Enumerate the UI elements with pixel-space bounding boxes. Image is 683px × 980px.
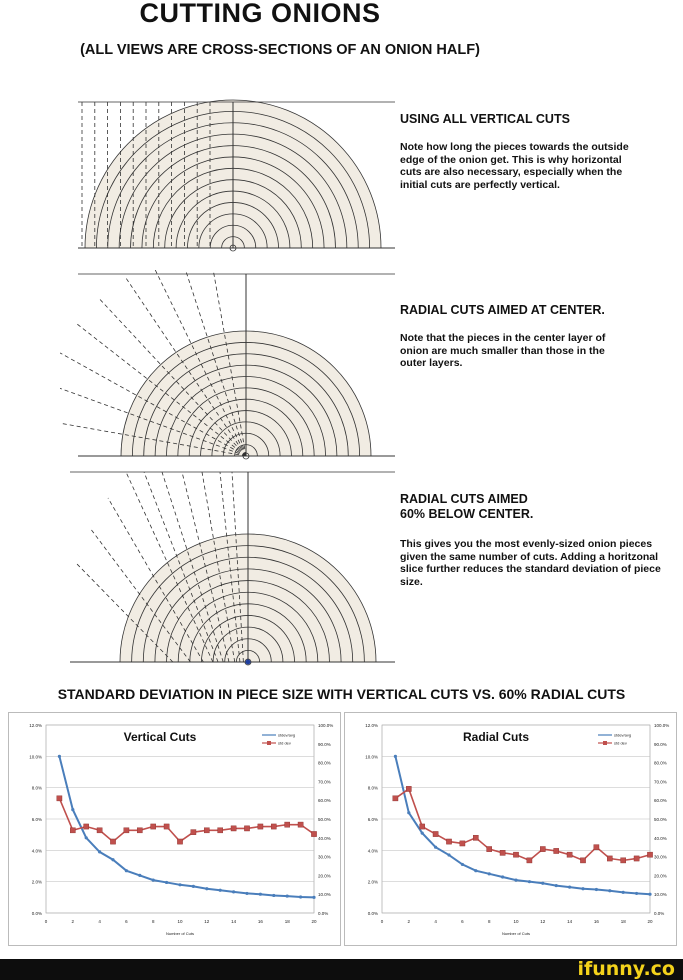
- x-tick-label: 6: [125, 919, 128, 924]
- data-point: [634, 856, 639, 861]
- y-right-tick-label: 50.0%: [318, 817, 331, 822]
- data-point: [85, 836, 88, 839]
- data-point: [446, 839, 451, 844]
- x-tick-label: 16: [593, 919, 599, 924]
- y-left-tick-label: 8.0%: [31, 785, 42, 791]
- data-point: [298, 822, 303, 827]
- data-point: [607, 856, 612, 861]
- data-point: [97, 828, 102, 833]
- x-tick-label: 10: [177, 919, 183, 924]
- y-right-tick-label: 20.0%: [654, 873, 667, 879]
- y-right-tick-label: 30.0%: [318, 854, 331, 860]
- data-point: [595, 888, 598, 891]
- y-left-tick-label: 12.0%: [365, 723, 378, 728]
- y-right-tick-label: 20.0%: [318, 873, 331, 879]
- x-tick-label: 8: [487, 919, 491, 924]
- data-point: [514, 879, 517, 882]
- y-left-tick-label: 8.0%: [367, 785, 378, 791]
- data-point: [177, 839, 182, 844]
- data-point: [312, 896, 315, 899]
- x-axis-label: Number of Cuts: [501, 931, 531, 936]
- y-left-tick-label: 2.0%: [31, 879, 42, 885]
- data-point: [622, 891, 625, 894]
- x-tick-label: 0: [380, 919, 384, 924]
- x-tick-label: 14: [231, 919, 237, 924]
- legend-label-std-dev: std dev: [614, 740, 627, 746]
- diagram-3-description: [400, 492, 670, 588]
- data-point: [474, 869, 477, 872]
- diagram-radial-below-center-cuts: [60, 468, 400, 668]
- data-point: [272, 894, 275, 897]
- chart-radial-cuts: [344, 712, 677, 946]
- diagram-vertical-cuts: [60, 96, 400, 266]
- x-axis-label: Number of Cuts: [165, 931, 195, 936]
- data-point: [447, 853, 450, 856]
- data-point: [259, 893, 262, 896]
- data-point: [406, 786, 411, 791]
- y-left-tick-label: 10.0%: [365, 754, 378, 760]
- diagram-1-heading: USING ALL VERTICAL CUTS: [400, 112, 570, 126]
- data-point: [635, 892, 638, 895]
- legend-label-stdev-avg: stdev/avg: [278, 732, 296, 738]
- data-point: [568, 886, 571, 889]
- data-point: [271, 824, 276, 829]
- data-point: [57, 796, 62, 801]
- y-right-tick-label: 90.0%: [318, 741, 331, 747]
- data-point: [219, 889, 222, 892]
- data-point: [71, 808, 74, 811]
- y-right-tick-label: 30.0%: [654, 854, 667, 860]
- y-right-tick-label: 100.0%: [654, 723, 670, 728]
- data-point: [500, 850, 505, 855]
- chart-title: Vertical Cuts: [123, 730, 197, 744]
- x-tick-label: 8: [151, 919, 155, 924]
- y-right-tick-label: 90.0%: [654, 741, 667, 747]
- data-point: [110, 839, 115, 844]
- data-point: [205, 887, 208, 890]
- y-right-tick-label: 70.0%: [318, 779, 331, 785]
- x-tick-label: 12: [204, 919, 210, 924]
- y-right-tick-label: 60.0%: [654, 798, 667, 804]
- data-point: [647, 852, 652, 857]
- data-point: [621, 858, 626, 863]
- data-point: [70, 828, 75, 833]
- data-point: [231, 826, 236, 831]
- x-tick-label: 20: [311, 919, 317, 924]
- data-point: [555, 884, 558, 887]
- data-point: [285, 822, 290, 827]
- data-point: [434, 846, 437, 849]
- y-left-tick-label: 0.0%: [367, 911, 378, 916]
- x-tick-label: 4: [98, 919, 101, 924]
- data-point: [137, 828, 142, 833]
- y-right-tick-label: 80.0%: [654, 760, 667, 766]
- y-left-tick-label: 4.0%: [31, 848, 42, 854]
- data-point: [461, 863, 464, 866]
- data-point: [84, 824, 89, 829]
- data-point: [501, 875, 504, 878]
- x-tick-label: 20: [647, 919, 653, 924]
- center-marker: [246, 660, 251, 665]
- legend-label-stdev-avg: stdev/avg: [614, 732, 632, 738]
- data-point: [407, 811, 410, 814]
- data-point: [192, 885, 195, 888]
- x-tick-label: 2: [71, 919, 75, 924]
- footer-bar: [0, 959, 683, 980]
- data-point: [286, 894, 289, 897]
- data-point: [232, 890, 235, 893]
- data-point: [487, 846, 492, 851]
- diagram-2-note: Note that the pieces in the center layer of onion are much smaller than those in the outer layers.: [400, 332, 606, 369]
- data-point: [473, 835, 478, 840]
- y-left-tick-label: 6.0%: [31, 817, 42, 822]
- legend-marker-std-dev: [603, 741, 607, 745]
- data-point: [594, 845, 599, 850]
- data-point: [111, 858, 114, 861]
- y-right-tick-label: 40.0%: [654, 835, 667, 841]
- data-point: [580, 858, 585, 863]
- x-tick-label: 16: [257, 919, 263, 924]
- x-tick-label: 2: [407, 919, 411, 924]
- data-point: [420, 824, 425, 829]
- data-point: [164, 824, 169, 829]
- y-left-tick-label: 6.0%: [367, 817, 378, 822]
- data-point: [244, 826, 249, 831]
- data-point: [394, 755, 397, 758]
- diagram-1-description: [400, 112, 670, 191]
- diagram-1-note: Note how long the pieces towards the outside edge of the onion get. This is why horizontal cuts are also necessary, especially when the initial cuts are perfectly vertical.: [400, 141, 629, 191]
- chart-title: Radial Cuts: [462, 730, 530, 744]
- chart-vertical-cuts-plot: [9, 713, 340, 945]
- y-right-tick-label: 80.0%: [318, 760, 331, 766]
- y-right-tick-label: 0.0%: [318, 911, 329, 916]
- data-point: [138, 874, 141, 877]
- y-left-tick-label: 10.0%: [29, 754, 42, 760]
- data-point: [554, 848, 559, 853]
- data-point: [204, 828, 209, 833]
- diagram-3-heading: RADIAL CUTS AIMED 60% BELOW CENTER.: [400, 492, 534, 521]
- data-point: [191, 830, 196, 835]
- data-point: [258, 824, 263, 829]
- data-point: [58, 755, 61, 758]
- x-tick-label: 18: [620, 919, 626, 924]
- y-right-tick-label: 50.0%: [654, 817, 667, 822]
- y-right-tick-label: 40.0%: [318, 835, 331, 841]
- x-tick-label: 10: [513, 919, 519, 924]
- y-right-tick-label: 100.0%: [318, 723, 334, 728]
- legend-marker-std-dev: [267, 741, 271, 745]
- x-tick-label: 6: [461, 919, 464, 924]
- data-point: [245, 892, 248, 895]
- chart-vertical-cuts: [8, 712, 341, 946]
- data-point: [98, 850, 101, 853]
- x-tick-label: 14: [567, 919, 573, 924]
- chart-section-title: STANDARD DEVIATION IN PIECE SIZE WITH VERTICAL CUTS VS. 60% RADIAL CUTS: [57, 686, 626, 702]
- diagram-2-heading: RADIAL CUTS AIMED AT CENTER.: [400, 303, 605, 317]
- diagram-radial-center-cuts: [60, 270, 400, 465]
- x-tick-label: 0: [44, 919, 48, 924]
- data-point: [152, 879, 155, 882]
- data-point: [299, 895, 302, 898]
- data-point: [528, 880, 531, 883]
- brand-watermark: ifunny.co: [577, 958, 675, 980]
- data-point: [527, 858, 532, 863]
- y-right-tick-label: 10.0%: [318, 892, 331, 898]
- data-point: [460, 841, 465, 846]
- x-tick-label: 4: [434, 919, 437, 924]
- data-point: [541, 882, 544, 885]
- data-point: [513, 852, 518, 857]
- data-point: [567, 852, 572, 857]
- y-right-tick-label: 10.0%: [654, 892, 667, 898]
- y-right-tick-label: 60.0%: [318, 798, 331, 804]
- y-right-tick-label: 0.0%: [654, 911, 665, 916]
- data-point: [608, 889, 611, 892]
- data-point: [178, 883, 181, 886]
- data-point: [421, 832, 424, 835]
- data-point: [581, 887, 584, 890]
- legend-label-std-dev: std dev: [278, 740, 291, 746]
- data-point: [311, 831, 316, 836]
- data-point: [125, 869, 128, 872]
- data-point: [165, 881, 168, 884]
- data-point: [218, 828, 223, 833]
- page-title: CUTTING ONIONS: [139, 0, 381, 28]
- y-right-tick-label: 70.0%: [654, 779, 667, 785]
- y-left-tick-label: 4.0%: [367, 848, 378, 854]
- x-tick-label: 12: [540, 919, 546, 924]
- data-point: [124, 828, 129, 833]
- y-left-tick-label: 2.0%: [367, 879, 378, 885]
- data-point: [393, 796, 398, 801]
- x-tick-label: 18: [284, 919, 290, 924]
- data-point: [151, 824, 156, 829]
- chart-radial-cuts-plot: [345, 713, 676, 945]
- data-point: [648, 893, 651, 896]
- diagram-2-description: [400, 303, 670, 370]
- page-subtitle: (ALL VIEWS ARE CROSS-SECTIONS OF AN ONION HALF): [80, 42, 480, 58]
- data-point: [488, 872, 491, 875]
- diagram-3-note: This gives you the most evenly-sized onion pieces given the same number of cuts. Adding a horitzonal slice further reduces the standard deviation of piece size.: [400, 538, 661, 588]
- data-point: [540, 846, 545, 851]
- data-point: [433, 831, 438, 836]
- y-left-tick-label: 12.0%: [29, 723, 42, 728]
- y-left-tick-label: 0.0%: [31, 911, 42, 916]
